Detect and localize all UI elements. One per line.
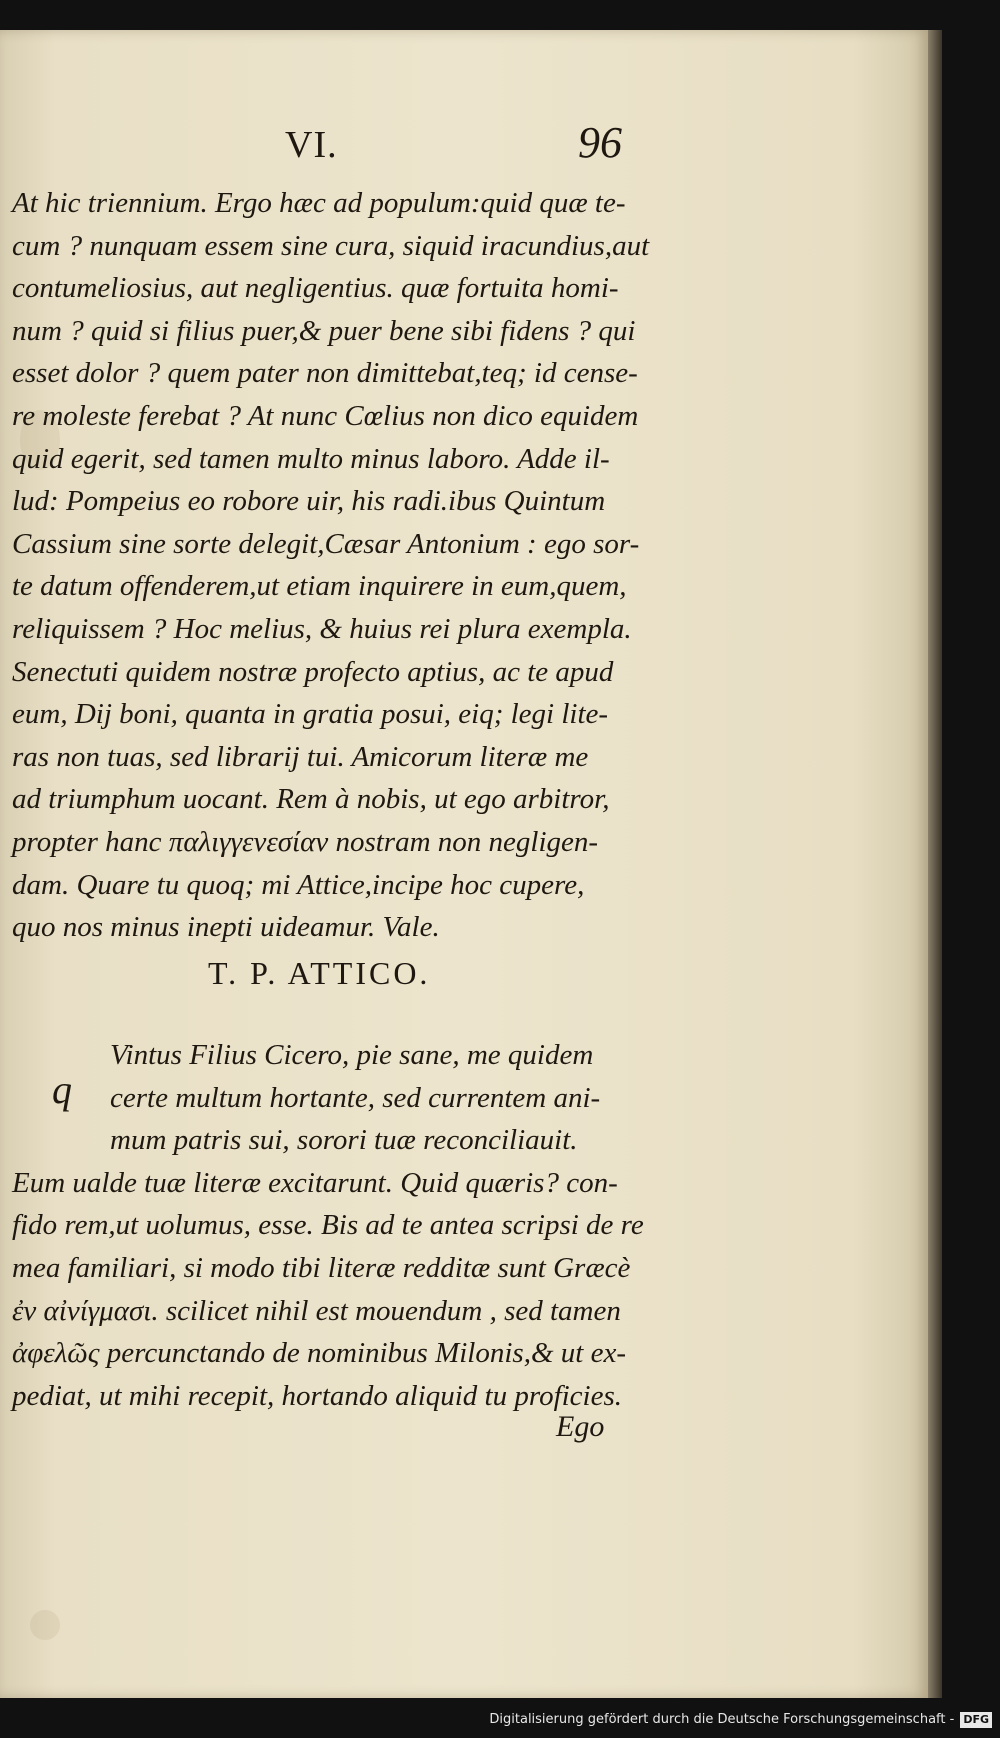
text-line: propter hanc παλιγγενεσίαν nostram non negligen- (12, 825, 599, 858)
text-line: eum, Dij boni, quanta in gratia posui, eiq; legi lite- (12, 698, 609, 731)
text-line: Cassium sine sorte delegit,Cæsar Antonium : ego sor- (12, 527, 640, 560)
text-line: pediat, ut mihi recepit, hortando aliquid tu proficies. (12, 1379, 623, 1412)
text-line: ad triumphum uocant. Rem à nobis, ut ego arbitror, (12, 783, 610, 816)
text-line: mea familiari, si modo tibi literæ redditæ sunt Græcè (12, 1251, 631, 1284)
text-line: fido rem,ut uolumus, esse. Bis ad te antea scripsi de re (12, 1209, 644, 1242)
drop-cap-letter: q (52, 1067, 72, 1112)
text-line: certe multum hortante, sed currentem ani- (110, 1081, 601, 1114)
text-line: Vintus Filius Cicero, pie sane, me quidem (110, 1039, 594, 1071)
text-line: ἐν αἰνίγμασι. scilicet nihil est mouendum , sed tamen (12, 1294, 621, 1327)
letter-heading: T. P. ATTICO. (208, 955, 431, 991)
letter-text (12, 1034, 662, 1417)
page-number: 96 (578, 118, 622, 167)
text-line: num ? quid si filius puer,& puer bene sibi fidens ? qui (12, 314, 636, 347)
letter-text (12, 182, 662, 949)
text-line: lud: Pompeius eo robore uir, his radi.ibus Quintum (12, 485, 606, 518)
running-header (0, 95, 928, 167)
digitization-credit (489, 1708, 992, 1732)
catchword: Ego (556, 1410, 605, 1443)
text-line: contumeliosius, aut negligentius. quæ fortuita homi- (12, 272, 619, 305)
text-line: quo nos minus inepti uideamur. Vale. (12, 911, 440, 944)
text-line: Senectuti quidem nostræ profecto aptius, ac te apud (12, 655, 614, 688)
text-line: esset dolor ? quem pater non dimittebat,teq; id cense- (12, 357, 638, 390)
text-line: ἀφελῶς percunctando de nominibus Milonis,& ut ex- (12, 1337, 626, 1370)
text-line: te datum offenderem,ut etiam inquirere in eum,quem, (12, 570, 627, 603)
text-line: Eum ualde tuæ literæ excitarunt. Quid quæris? con- (12, 1166, 618, 1199)
text-line: cum ? nunquam essem sine cura, siquid iracundius,aut (12, 229, 650, 262)
text-line: At hic triennium. Ergo hæc ad populum:quid quæ te- (12, 187, 626, 219)
dfg-logo: DFG (960, 1712, 992, 1728)
text-line: reliquissem ? Hoc melius, & huius rei plura exempla. (12, 612, 632, 645)
page-edge (928, 30, 942, 1698)
credit-text: Digitalisierung gefördert durch die Deutsche Forschungsgemeinschaft - (489, 1712, 955, 1727)
page-stain (30, 1610, 60, 1640)
text-line: ras non tuas, sed librarij tui. Amicorum literæ me (12, 740, 589, 773)
gathering-mark: VI. (285, 124, 338, 166)
text-line: quid egerit, sed tamen multo minus laboro. Adde il- (12, 442, 610, 475)
text-line: re moleste ferebat ? At nunc Cœlius non dico equidem (12, 399, 639, 432)
text-line: mum patris sui, sorori tuæ reconciliauit. (110, 1124, 578, 1157)
text-line: dam. Quare tu quoq; mi Attice,incipe hoc cupere, (12, 868, 585, 901)
